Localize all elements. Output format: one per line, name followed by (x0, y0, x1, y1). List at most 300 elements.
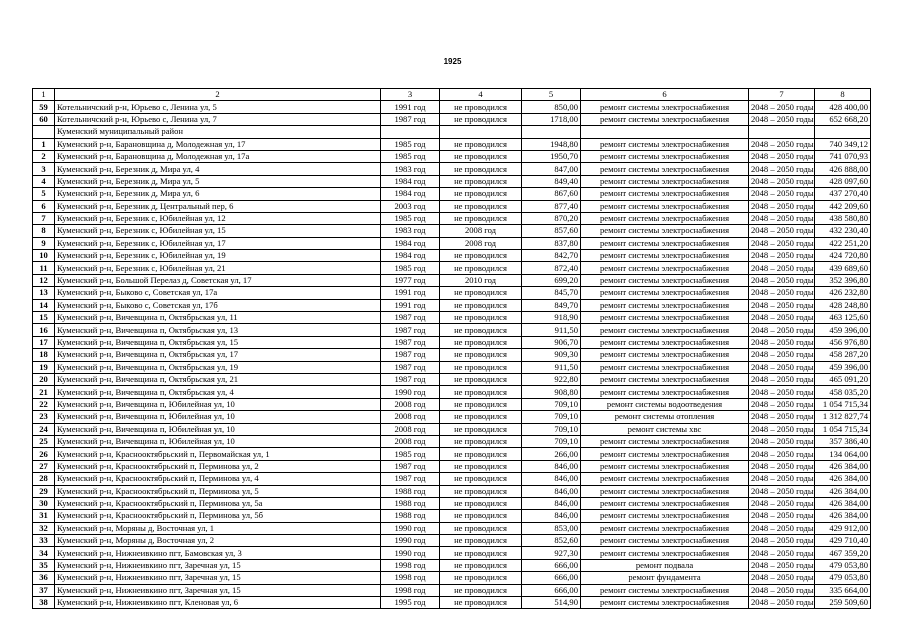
table-row (33, 175, 871, 187)
area-cell: 709,10 (522, 398, 581, 410)
build-year-cell: 2008 год (381, 398, 440, 410)
build-year-cell: 1977 год (381, 274, 440, 286)
address-cell: Куменский р-н, Березник д, Центральный пер, 6 (55, 200, 381, 212)
address-cell: Котельничский р-н, Юрьево с, Ленина ул, 5 (55, 101, 381, 113)
address-cell: Куменский р-н, Нижнеивкино пгт, Бамовская ул, 3 (55, 547, 381, 559)
area-cell: 846,00 (522, 497, 581, 509)
last-repair-year-cell: не проводился (440, 485, 522, 497)
work-type-cell: ремонт системы электроснабжения (581, 150, 749, 162)
work-type-cell: ремонт системы электроснабжения (581, 497, 749, 509)
last-repair-year-cell: не проводился (440, 435, 522, 447)
row-number-cell: 59 (33, 101, 55, 113)
address-cell: Куменский р-н, Вичевщина п, Октябрьская ул, 17 (55, 349, 381, 361)
work-type-cell: ремонт системы электроснабжения (581, 373, 749, 385)
column-header-3: 3 (381, 89, 440, 101)
period-cell: 2048 – 2050 годы (749, 559, 815, 571)
row-number-cell: 22 (33, 398, 55, 410)
cost-cell: 1 054 715,34 (815, 423, 871, 435)
area-cell: 922,80 (522, 373, 581, 385)
table-row (33, 398, 871, 410)
address-cell: Куменский р-н, Вичевщина п, Октябрьская ул, 19 (55, 361, 381, 373)
work-type-cell: ремонт системы электроснабжения (581, 237, 749, 249)
build-year-cell: 1998 год (381, 572, 440, 584)
column-header-1: 1 (33, 89, 55, 101)
table-row (33, 386, 871, 398)
row-number-cell: 15 (33, 312, 55, 324)
row-number-cell: 30 (33, 497, 55, 509)
area-cell: 666,00 (522, 559, 581, 571)
work-type-cell: ремонт системы электроснабжения (581, 262, 749, 274)
cost-cell: 259 509,60 (815, 597, 871, 609)
period-cell: 2048 – 2050 годы (749, 150, 815, 162)
address-cell: Куменский р-н, Краснооктябрьский п, Перминова ул, 5б (55, 510, 381, 522)
last-repair-year-cell: не проводился (440, 113, 522, 125)
cost-cell: 740 349,12 (815, 138, 871, 150)
row-number-cell: 60 (33, 113, 55, 125)
period-cell: 2048 – 2050 годы (749, 163, 815, 175)
work-type-cell: ремонт системы электроснабжения (581, 547, 749, 559)
area-cell: 846,00 (522, 510, 581, 522)
area-cell: 906,70 (522, 336, 581, 348)
area-cell: 846,00 (522, 473, 581, 485)
row-number-cell: 16 (33, 324, 55, 336)
area-cell: 709,10 (522, 411, 581, 423)
period-cell: 2048 – 2050 годы (749, 535, 815, 547)
address-cell: Куменский р-н, Березник с, Юбилейная ул, 17 (55, 237, 381, 249)
address-cell: Котельничский р-н, Юрьево с, Ленина ул, 7 (55, 113, 381, 125)
table-row (33, 237, 871, 249)
row-number-cell: 25 (33, 435, 55, 447)
last-repair-year-cell: не проводился (440, 535, 522, 547)
period-cell: 2048 – 2050 годы (749, 584, 815, 596)
last-repair-year-cell: не проводился (440, 473, 522, 485)
cost-cell: 432 230,40 (815, 225, 871, 237)
row-number-cell: 12 (33, 274, 55, 286)
table-row (33, 485, 871, 497)
row-number-cell: 27 (33, 460, 55, 472)
row-number-cell: 21 (33, 386, 55, 398)
area-cell: 849,70 (522, 299, 581, 311)
area-cell: 870,20 (522, 212, 581, 224)
build-year-cell: 2008 год (381, 435, 440, 447)
work-type-cell: ремонт системы электроснабжения (581, 138, 749, 150)
table-row (33, 138, 871, 150)
build-year-cell: 1990 год (381, 547, 440, 559)
period-cell: 2048 – 2050 годы (749, 597, 815, 609)
table-row (33, 411, 871, 423)
work-type-cell: ремонт системы электроснабжения (581, 522, 749, 534)
cost-cell: 426 384,00 (815, 485, 871, 497)
cost-cell: 652 668,20 (815, 113, 871, 125)
build-year-cell: 1985 год (381, 262, 440, 274)
table-row (33, 584, 871, 596)
table-row (33, 188, 871, 200)
period-cell: 2048 – 2050 годы (749, 485, 815, 497)
area-cell: 666,00 (522, 572, 581, 584)
work-type-cell: ремонт системы электроснабжения (581, 324, 749, 336)
cost-cell: 428 248,80 (815, 299, 871, 311)
period-cell: 2048 – 2050 годы (749, 336, 815, 348)
work-type-cell: ремонт системы электроснабжения (581, 597, 749, 609)
build-year-cell: 1985 год (381, 138, 440, 150)
table-body (33, 89, 871, 609)
build-year-cell: 1991 год (381, 287, 440, 299)
period-cell: 2048 – 2050 годы (749, 200, 815, 212)
work-type-cell: ремонт системы отопления (581, 411, 749, 423)
build-year-cell: 1983 год (381, 163, 440, 175)
work-type-cell: ремонт системы электроснабжения (581, 250, 749, 262)
work-type-cell: ремонт системы электроснабжения (581, 299, 749, 311)
work-type-cell: ремонт системы электроснабжения (581, 101, 749, 113)
cost-cell: 426 384,00 (815, 473, 871, 485)
period-cell: 2048 – 2050 годы (749, 448, 815, 460)
cost-cell: 459 396,00 (815, 324, 871, 336)
address-cell: Куменский р-н, Быково с, Советская ул, 17б (55, 299, 381, 311)
area-cell: 847,00 (522, 163, 581, 175)
cost-cell (815, 126, 871, 138)
work-type-cell: ремонт системы электроснабжения (581, 175, 749, 187)
work-type-cell: ремонт системы электроснабжения (581, 200, 749, 212)
cost-cell: 456 976,80 (815, 336, 871, 348)
last-repair-year-cell: не проводился (440, 559, 522, 571)
address-cell: Куменский р-н, Березник д, Мира ул, 4 (55, 163, 381, 175)
cost-cell: 134 064,00 (815, 448, 871, 460)
area-cell: 709,10 (522, 435, 581, 447)
table-row (33, 312, 871, 324)
build-year-cell: 1987 год (381, 336, 440, 348)
column-header-4: 4 (440, 89, 522, 101)
repair-register-table (32, 88, 871, 609)
work-type-cell: ремонт системы электроснабжения (581, 361, 749, 373)
work-type-cell: ремонт системы электроснабжения (581, 287, 749, 299)
area-cell: 846,00 (522, 460, 581, 472)
build-year-cell: 2008 год (381, 411, 440, 423)
area-cell: 927,30 (522, 547, 581, 559)
row-number-cell: 31 (33, 510, 55, 522)
period-cell: 2048 – 2050 годы (749, 138, 815, 150)
work-type-cell: ремонт системы электроснабжения (581, 485, 749, 497)
address-cell: Куменский р-н, Вичевщина п, Октябрьская ул, 13 (55, 324, 381, 336)
cost-cell: 479 053,80 (815, 572, 871, 584)
address-cell: Куменский р-н, Вичевщина п, Октябрьская ул, 11 (55, 312, 381, 324)
cost-cell: 428 400,00 (815, 101, 871, 113)
work-type-cell: ремонт системы водоотведения (581, 398, 749, 410)
area-cell: 514,90 (522, 597, 581, 609)
area-cell: 1948,80 (522, 138, 581, 150)
area-cell: 911,50 (522, 361, 581, 373)
period-cell: 2048 – 2050 годы (749, 361, 815, 373)
work-type-cell: ремонт системы электроснабжения (581, 274, 749, 286)
address-cell: Куменский р-н, Большой Перелаз д, Советская ул, 17 (55, 274, 381, 286)
build-year-cell: 1983 год (381, 225, 440, 237)
address-cell: Куменский р-н, Краснооктябрьский п, Перминова ул, 4 (55, 473, 381, 485)
build-year-cell: 1998 год (381, 584, 440, 596)
table-row (33, 163, 871, 175)
work-type-cell: ремонт системы электроснабжения (581, 535, 749, 547)
last-repair-year-cell: не проводился (440, 373, 522, 385)
area-cell (522, 126, 581, 138)
table-row (33, 274, 871, 286)
address-cell: Куменский р-н, Нижнеивкино пгт, Заречная ул, 15 (55, 559, 381, 571)
area-cell: 850,00 (522, 101, 581, 113)
cost-cell: 1 312 827,74 (815, 411, 871, 423)
period-cell: 2048 – 2050 годы (749, 411, 815, 423)
row-number-cell: 6 (33, 200, 55, 212)
period-cell: 2048 – 2050 годы (749, 460, 815, 472)
address-cell: Куменский р-н, Нижнеивкино пгт, Заречная ул, 15 (55, 572, 381, 584)
address-cell: Куменский р-н, Вичевщина п, Октябрьская ул, 15 (55, 336, 381, 348)
table-row (33, 262, 871, 274)
build-year-cell: 1988 год (381, 497, 440, 509)
work-type-cell: ремонт системы электроснабжения (581, 225, 749, 237)
area-cell: 666,00 (522, 584, 581, 596)
table-row (33, 597, 871, 609)
table-row (33, 250, 871, 262)
period-cell: 2048 – 2050 годы (749, 299, 815, 311)
row-number-cell: 14 (33, 299, 55, 311)
build-year-cell: 1985 год (381, 212, 440, 224)
row-number-cell: 34 (33, 547, 55, 559)
address-cell: Куменский р-н, Вичевщина п, Юбилейная ул, 10 (55, 423, 381, 435)
build-year-cell: 1984 год (381, 175, 440, 187)
cost-cell: 458 287,20 (815, 349, 871, 361)
work-type-cell: ремонт системы электроснабжения (581, 584, 749, 596)
period-cell (749, 126, 815, 138)
period-cell: 2048 – 2050 годы (749, 113, 815, 125)
cost-cell: 438 580,80 (815, 212, 871, 224)
row-number-cell: 36 (33, 572, 55, 584)
cost-cell: 422 251,20 (815, 237, 871, 249)
last-repair-year-cell: не проводился (440, 349, 522, 361)
cost-cell: 467 359,20 (815, 547, 871, 559)
table-row (33, 572, 871, 584)
work-type-cell: ремонт системы электроснабжения (581, 386, 749, 398)
cost-cell: 426 384,00 (815, 497, 871, 509)
area-cell: 1718,00 (522, 113, 581, 125)
row-number-cell: 2 (33, 150, 55, 162)
address-cell: Куменский р-н, Краснооктябрьский п, Первомайская ул, 1 (55, 448, 381, 460)
last-repair-year-cell: не проводился (440, 324, 522, 336)
row-number-cell: 28 (33, 473, 55, 485)
address-cell: Куменский р-н, Моряны д, Восточная ул, 1 (55, 522, 381, 534)
cost-cell: 463 125,60 (815, 312, 871, 324)
period-cell: 2048 – 2050 годы (749, 547, 815, 559)
address-cell: Куменский р-н, Барановщина д, Молодежная ул, 17а (55, 150, 381, 162)
table-row (33, 349, 871, 361)
period-cell: 2048 – 2050 годы (749, 398, 815, 410)
row-number-cell: 33 (33, 535, 55, 547)
column-header-7: 7 (749, 89, 815, 101)
period-cell: 2048 – 2050 годы (749, 312, 815, 324)
last-repair-year-cell: 2010 год (440, 274, 522, 286)
column-header-6: 6 (581, 89, 749, 101)
table-row (33, 324, 871, 336)
table-row (33, 336, 871, 348)
build-year-cell: 1987 год (381, 312, 440, 324)
area-cell: 867,60 (522, 188, 581, 200)
row-number-cell: 20 (33, 373, 55, 385)
work-type-cell: ремонт системы электроснабжения (581, 212, 749, 224)
address-cell: Куменский р-н, Вичевщина п, Юбилейная ул, 10 (55, 398, 381, 410)
build-year-cell: 1987 год (381, 113, 440, 125)
cost-cell: 426 232,80 (815, 287, 871, 299)
last-repair-year-cell: не проводился (440, 101, 522, 113)
work-type-cell: ремонт системы электроснабжения (581, 188, 749, 200)
work-type-cell: ремонт системы электроснабжения (581, 510, 749, 522)
area-cell: 699,20 (522, 274, 581, 286)
last-repair-year-cell: 2008 год (440, 225, 522, 237)
cost-cell: 428 097,60 (815, 175, 871, 187)
last-repair-year-cell: не проводился (440, 175, 522, 187)
work-type-cell (581, 126, 749, 138)
address-cell: Куменский р-н, Нижнеивкино пгт, Заречная ул, 15 (55, 584, 381, 596)
table-row (33, 510, 871, 522)
cost-cell: 357 386,40 (815, 435, 871, 447)
cost-cell: 442 209,60 (815, 200, 871, 212)
build-year-cell: 1984 год (381, 237, 440, 249)
address-cell: Куменский р-н, Березник с, Юбилейная ул, 12 (55, 212, 381, 224)
row-number-cell: 4 (33, 175, 55, 187)
address-cell: Куменский р-н, Березник д, Мира ул, 6 (55, 188, 381, 200)
row-number-cell: 37 (33, 584, 55, 596)
table-row (33, 373, 871, 385)
last-repair-year-cell: не проводился (440, 336, 522, 348)
address-cell: Куменский р-н, Березник с, Юбилейная ул, 15 (55, 225, 381, 237)
address-cell: Куменский р-н, Вичевщина п, Октябрьская ул, 4 (55, 386, 381, 398)
table-row (33, 497, 871, 509)
last-repair-year-cell: не проводился (440, 138, 522, 150)
table-row (33, 200, 871, 212)
last-repair-year-cell: не проводился (440, 448, 522, 460)
table-row (33, 212, 871, 224)
build-year-cell: 1987 год (381, 324, 440, 336)
build-year-cell: 1990 год (381, 386, 440, 398)
column-header-5: 5 (522, 89, 581, 101)
build-year-cell: 1984 год (381, 250, 440, 262)
cost-cell: 465 091,20 (815, 373, 871, 385)
address-cell: Куменский р-н, Березник с, Юбилейная ул, 21 (55, 262, 381, 274)
area-cell: 845,70 (522, 287, 581, 299)
cost-cell: 424 720,80 (815, 250, 871, 262)
period-cell: 2048 – 2050 годы (749, 212, 815, 224)
row-number-cell: 18 (33, 349, 55, 361)
work-type-cell: ремонт подвала (581, 559, 749, 571)
row-number-cell: 11 (33, 262, 55, 274)
table-row (33, 535, 871, 547)
last-repair-year-cell: не проводился (440, 299, 522, 311)
cost-cell: 439 689,60 (815, 262, 871, 274)
area-cell: 852,60 (522, 535, 581, 547)
row-number-cell: 5 (33, 188, 55, 200)
area-cell: 877,40 (522, 200, 581, 212)
period-cell: 2048 – 2050 годы (749, 287, 815, 299)
table-row (33, 547, 871, 559)
build-year-cell: 2008 год (381, 423, 440, 435)
section-row (33, 126, 871, 138)
table-row (33, 559, 871, 571)
build-year-cell: 1984 год (381, 188, 440, 200)
work-type-cell: ремонт системы электроснабжения (581, 312, 749, 324)
table-row (33, 435, 871, 447)
work-type-cell: ремонт системы электроснабжения (581, 163, 749, 175)
last-repair-year-cell: не проводился (440, 497, 522, 509)
table-row (33, 448, 871, 460)
page-number: 1925 (443, 57, 462, 66)
area-cell: 842,70 (522, 250, 581, 262)
work-type-cell: ремонт системы электроснабжения (581, 448, 749, 460)
header-row (33, 89, 871, 101)
build-year-cell: 1987 год (381, 349, 440, 361)
last-repair-year-cell: не проводился (440, 163, 522, 175)
last-repair-year-cell: не проводился (440, 262, 522, 274)
period-cell: 2048 – 2050 годы (749, 225, 815, 237)
period-cell: 2048 – 2050 годы (749, 101, 815, 113)
period-cell: 2048 – 2050 годы (749, 572, 815, 584)
last-repair-year-cell: не проводился (440, 411, 522, 423)
build-year-cell: 1987 год (381, 473, 440, 485)
cost-cell: 426 384,00 (815, 510, 871, 522)
area-cell: 857,60 (522, 225, 581, 237)
address-cell: Куменский р-н, Вичевщина п, Октябрьская ул, 21 (55, 373, 381, 385)
row-number-cell: 8 (33, 225, 55, 237)
last-repair-year-cell: не проводился (440, 188, 522, 200)
area-cell: 709,10 (522, 423, 581, 435)
area-cell: 908,80 (522, 386, 581, 398)
last-repair-year-cell: не проводился (440, 597, 522, 609)
row-number-cell: 17 (33, 336, 55, 348)
build-year-cell: 1988 год (381, 485, 440, 497)
cost-cell: 458 035,20 (815, 386, 871, 398)
last-repair-year-cell: не проводился (440, 212, 522, 224)
last-repair-year-cell (440, 126, 522, 138)
last-repair-year-cell: не проводился (440, 398, 522, 410)
last-repair-year-cell: не проводился (440, 200, 522, 212)
cost-cell: 429 912,00 (815, 522, 871, 534)
build-year-cell: 1985 год (381, 448, 440, 460)
table-row (33, 522, 871, 534)
build-year-cell: 1985 год (381, 150, 440, 162)
area-cell: 849,40 (522, 175, 581, 187)
area-cell: 911,50 (522, 324, 581, 336)
area-cell: 909,30 (522, 349, 581, 361)
period-cell: 2048 – 2050 годы (749, 237, 815, 249)
last-repair-year-cell: не проводился (440, 584, 522, 596)
last-repair-year-cell: не проводился (440, 386, 522, 398)
address-cell: Куменский р-н, Березник с, Юбилейная ул, 19 (55, 250, 381, 262)
row-number-cell: 23 (33, 411, 55, 423)
last-repair-year-cell: не проводился (440, 361, 522, 373)
table-row (33, 423, 871, 435)
build-year-cell: 1988 год (381, 510, 440, 522)
address-cell: Куменский р-н, Краснооктябрьский п, Перминова ул, 2 (55, 460, 381, 472)
row-number-cell: 10 (33, 250, 55, 262)
build-year-cell: 1991 год (381, 101, 440, 113)
area-cell: 918,90 (522, 312, 581, 324)
last-repair-year-cell: не проводился (440, 312, 522, 324)
address-cell: Куменский р-н, Вичевщина п, Юбилейная ул, 10 (55, 411, 381, 423)
address-cell: Куменский р-н, Нижнеивкино пгт, Кленовая ул, 6 (55, 597, 381, 609)
table-row (33, 101, 871, 113)
row-number-cell: 38 (33, 597, 55, 609)
address-cell: Куменский р-н, Вичевщина п, Юбилейная ул, 10 (55, 435, 381, 447)
last-repair-year-cell: не проводился (440, 250, 522, 262)
period-cell: 2048 – 2050 годы (749, 373, 815, 385)
area-cell: 1950,70 (522, 150, 581, 162)
build-year-cell: 2003 год (381, 200, 440, 212)
last-repair-year-cell: не проводился (440, 423, 522, 435)
last-repair-year-cell: 2008 год (440, 237, 522, 249)
address-cell: Куменский р-н, Краснооктябрьский п, Перминова ул, 5а (55, 497, 381, 509)
